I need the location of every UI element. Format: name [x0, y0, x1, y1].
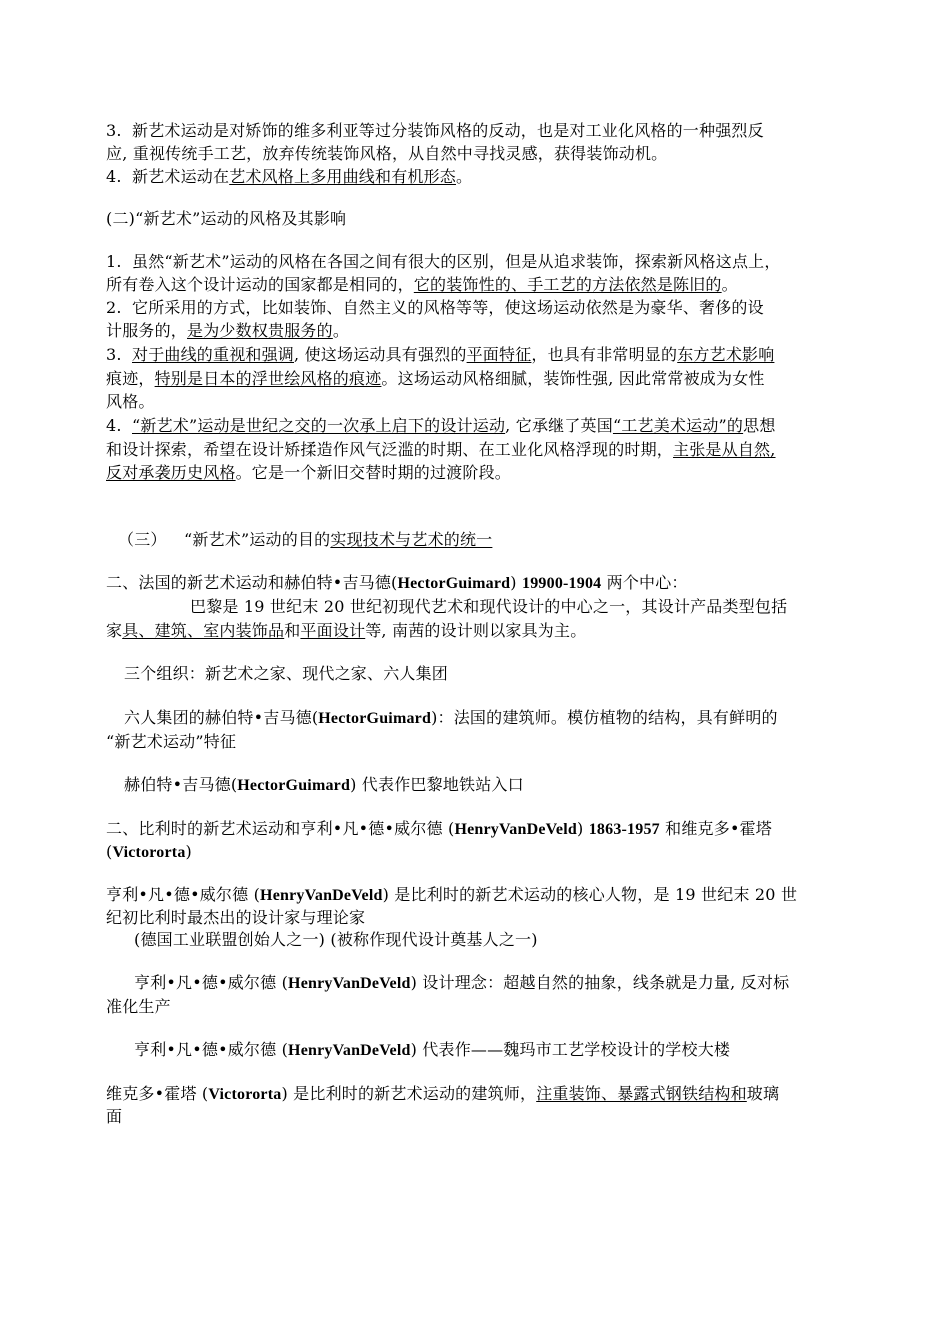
belgium-para-1-line-1: 亨利•凡•德•威尔德 (HenryVanDeVeld) 是比利时的新艺术运动的核心人物，是 19 世纪末 20 世	[106, 885, 798, 904]
france-six-line-2: “新艺术运动”特征	[106, 732, 237, 751]
underlined-text: 实现技术与艺术的统一	[330, 530, 493, 549]
belgium-para-2-line-1: 亨利•凡•德•威尔德 (HenryVanDeVeld) 设计理念：超越自然的抽象，线条就是力量, 反对标	[134, 973, 790, 992]
underlined-text: 特别是日本的浮世绘风格的痕迹	[154, 369, 382, 388]
underlined-text: 注重装饰、暴露式钢铁结构和	[536, 1084, 747, 1103]
item-number: 4.	[106, 167, 122, 186]
sec2-item-4-line-1: 4. “新艺术”运动是世纪之交的一次承上启下的设计运动, 它承继了英国“工艺美术运动”的思想	[106, 416, 776, 435]
underlined-text: 它的装饰性的、手工艺的方法依然是陈旧的	[413, 275, 722, 294]
item-number: 4.	[106, 416, 122, 435]
item-number: 3.	[106, 121, 122, 140]
section-heading-2: (二)“新艺术”运动的风格及其影响	[106, 209, 347, 228]
france-work: 赫伯特•吉马德(HectorGuimard) 代表作巴黎地铁站入口	[124, 775, 524, 794]
sec2-item-3-line-1: 3. 对于曲线的重视和强调, 使这场运动具有强烈的平面特征，也具有非常明显的东方艺术影响	[106, 345, 775, 364]
item-number: 1.	[106, 252, 122, 271]
belgium-para-2-line-2: 准化生产	[106, 997, 171, 1016]
underlined-text: 主张是从自然,	[673, 440, 776, 459]
belgium-para-3: 亨利•凡•德•威尔德 (HenryVanDeVeld) 代表作——魏玛市工艺学校设计的学校大楼	[134, 1040, 731, 1059]
belgium-para-1-line-3: (德国工业联盟创始人之一) (被称作现代设计奠基人之一)	[134, 930, 538, 949]
belgium-heading-line-1: 二、比利时的新艺术运动和亨利•凡•德•威尔德 (HenryVanDeVeld) 1863-1957 和维克多•霍塔	[106, 819, 772, 838]
france-para-1-line-1: 巴黎是 19 世纪末 20 世纪初现代艺术和现代设计的中心之一，其设计产品类型包括	[190, 597, 788, 616]
underlined-text: “工艺美术运动”的	[612, 416, 744, 435]
sec2-item-2-line-1: 2. 它所采用的方式，比如装饰、自然主义的风格等等，使这场运动依然是为豪华、奢侈的设	[106, 298, 764, 317]
section-number: （三）	[118, 530, 167, 549]
item-number: 3.	[106, 345, 122, 364]
sec2-item-1-line-1: 1. 虽然“新艺术”运动的风格在各国之间有很大的区别，但是从追求装饰，探索新风格这点上，	[106, 252, 781, 271]
underlined-text: 是为少数权贵服务的	[187, 321, 333, 340]
underlined-text: 平面设计	[300, 621, 366, 640]
item-number: 2.	[106, 298, 122, 317]
sec2-item-2-line-2: 计服务的，是为少数权贵服务的。	[106, 321, 350, 340]
belgium-para-4-line-1: 维克多•霍塔 (Victororta) 是比利时的新艺术运动的建筑师，注重装饰、暴露式钢铁结构和玻璃	[106, 1084, 780, 1103]
belgium-heading-line-2: (Victororta)	[106, 842, 192, 861]
france-six-line-1: 六人集团的赫伯特•吉马德(HectorGuimard)：法国的建筑师。模仿植物的结构，具有鲜明的	[124, 708, 778, 727]
sec2-item-4-line-3: 反对承袭历史风格。它是一个新旧交替时期的过渡阶段。	[106, 463, 512, 482]
underlined-text: 东方艺术影响	[677, 345, 775, 364]
list-item-3-line-1: 3. 新艺术运动是对矫饰的维多利亚等过分装饰风格的反动，也是对工业化风格的一种强烈反	[106, 121, 764, 140]
france-para-1-line-2: 家具、建筑、室内装饰品和平面设计等, 南茜的设计则以家具为主。	[106, 621, 587, 640]
underlined-text: 对于曲线的重视和强调	[132, 345, 295, 364]
list-item-3-line-2: 应, 重视传统手工艺，放弃传统装饰风格，从自然中寻找灵感，获得装饰动机。	[106, 144, 668, 163]
list-item-4: 4. 新艺术运动在艺术风格上多用曲线和有机形态。	[106, 167, 473, 186]
sec2-item-1-line-2: 所有卷入这个设计运动的国家都是相同的，它的装饰性的、手工艺的方法依然是陈旧的。	[106, 275, 738, 294]
section-heading-3: （三） “新艺术”运动的目的实现技术与艺术的统一	[118, 530, 493, 549]
underlined-text: 具、建筑、室内装饰品	[122, 621, 285, 640]
sec2-item-3-line-2: 痕迹，特别是日本的浮世绘风格的痕迹。这场运动风格细腻，装饰性强, 因此常常被成为女性	[106, 369, 765, 388]
sec2-item-4-line-2: 和设计探索，希望在设计矫揉造作风气泛滥的时期、在工业化风格浮现的时期，主张是从自然,	[106, 440, 776, 459]
belgium-para-4-line-2: 面	[106, 1107, 123, 1126]
underlined-text: 反对承袭历史风格	[106, 463, 236, 482]
france-heading: 二、法国的新艺术运动和赫伯特•吉马德(HectorGuimard) 19900-1904 两个中心：	[106, 573, 688, 592]
underlined-text: 平面特征	[466, 345, 532, 364]
france-orgs: 三个组织：新艺术之家、现代之家、六人集团	[124, 664, 449, 683]
underlined-text: “新艺术”运动是世纪之交的一次承上启下的设计运动	[132, 416, 506, 435]
underlined-text: 艺术风格上多用曲线和有机形态	[229, 167, 457, 186]
sec2-item-3-line-3: 风格。	[106, 392, 155, 411]
belgium-para-1-line-2: 纪初比利时最杰出的设计家与理论家	[106, 908, 366, 927]
